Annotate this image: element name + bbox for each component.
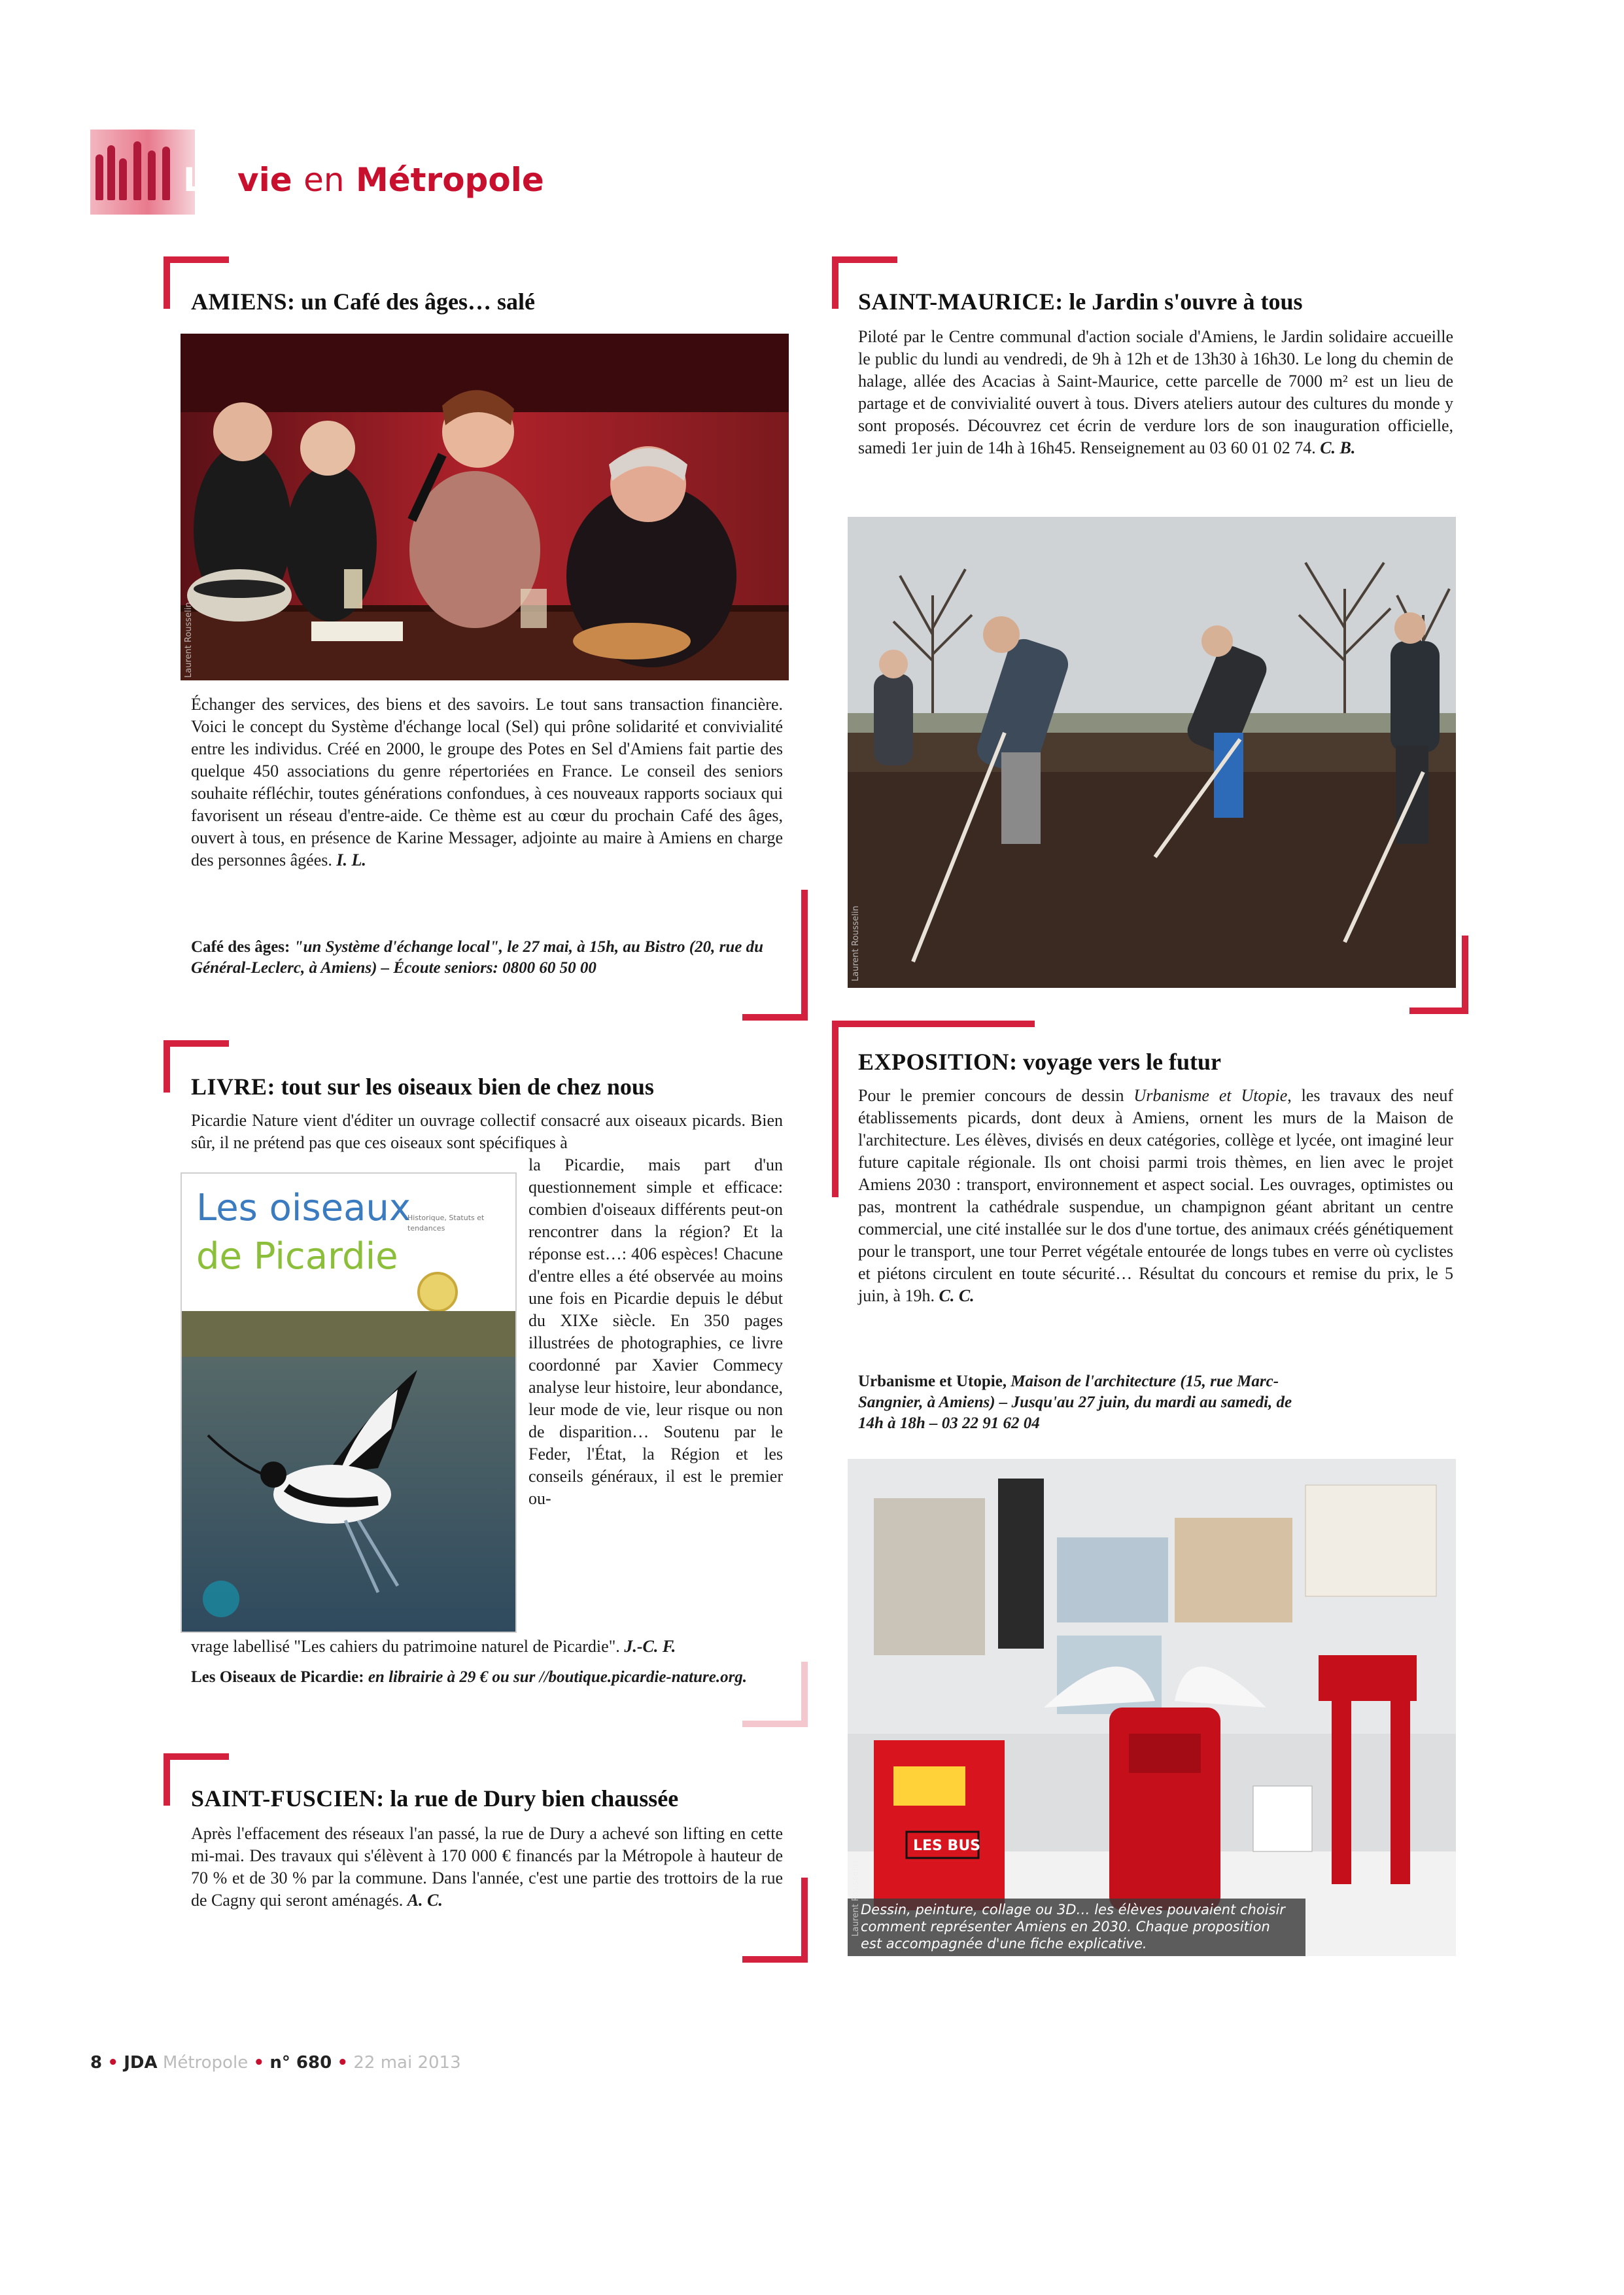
body-cafe	[191, 693, 783, 871]
silhouette-icon	[162, 147, 170, 200]
body-livre-tail-text: vrage labellisé "Les cahiers du patrimoine naturel de Picardie".	[191, 1637, 620, 1656]
silhouette-icon	[148, 150, 156, 200]
signature-jardin: C. B.	[1320, 438, 1356, 457]
kicker-jardin: SAINT-MAURICE	[858, 289, 1056, 315]
body-cafe-text: Échanger des services, des biens et des savoirs. Le tout sans transaction financière. Voici le concept du Système d'échange local (Sel) qui prône solidarité et convivialité entre les individus. Créé en 2000, le groupe des Potes en Sel d'Amiens fait partie des quelque 450 associations du genre répertoriées en France. Le conseil des seniors souhaite réfléchir, toutes générations confondues, à ces nouveaux rapports sociaux qui favorisent un réseau d'entre-aide. Ce thème est au cœur du prochain Café des âges, ouvert à tous, en présence de Karine Messager, adjointe au maire à Amiens en charge des personnes âgées.	[191, 695, 783, 869]
info-cafe	[191, 937, 783, 979]
kicker-expo: EXPOSITION	[858, 1049, 1010, 1075]
book-title-line2: de Picardie	[196, 1235, 398, 1278]
section-title-prefix: La	[183, 161, 226, 199]
headline-jardin-text: : le Jardin s'ouvre à tous	[1055, 289, 1303, 315]
footer-brand: JDA	[124, 2053, 158, 2073]
kicker-livre: LIVRE	[191, 1074, 268, 1100]
body-livre-lead-text: Picardie Nature vient d'éditer un ouvrage collectif consacré aux oiseaux picards. Bien sûr, il ne prétend pas que ces oiseaux sont spécifiques à	[191, 1111, 783, 1152]
photo-jardin	[848, 517, 1456, 988]
info-expo-bold: Urbanisme et Utopie,	[858, 1373, 1007, 1390]
silhouette-icon	[133, 141, 141, 200]
body-expo-text-2: , les travaux des neuf établissements picards, dont deux à Amiens, ornent les murs de la Maison de l'architecture. Les élèves, divisés en deux catégories, collège et lycée, ont imaginé leur future capitale régionale. Ils ont choisi parmi trois thèmes, en lien avec le projet Amiens 2030 : transport, environnement et aspect social. Les ouvrages, optimistes ou pas, montrent la cathédrale suspendue, un champignon géant abritant un centre commercial, une cité installée sur le dos d'une tortue, des animaux créés génétiquement pour le transport, une tour Perret végétale entourée de longs tubes en verre où cyclistes et piétons circulent en toute sécurité… Résultat du concours et remise du prix, le 5 juin, à 19h.	[858, 1086, 1453, 1305]
photo-cafe-illustration	[181, 334, 789, 680]
headline-cafe	[191, 288, 535, 315]
photo-cafe	[181, 334, 789, 680]
section-title	[183, 161, 544, 199]
photo-expo-caption: Dessin, peinture, collage ou 3D… les élèves pouvaient choisir comment représenter Amiens en 2030. Chaque proposition est accompagnée d'une fiche explicative.	[861, 1902, 1285, 1952]
body-jardin	[858, 326, 1453, 459]
info-livre-rest: en librairie à 29 € ou sur //boutique.picardie-nature.org.	[364, 1668, 748, 1686]
silhouette-icon	[107, 145, 115, 200]
silhouette-icon	[95, 154, 103, 200]
section-title-end: Métropole	[355, 161, 544, 199]
frame-corner	[742, 1878, 808, 1963]
silhouette-icon	[119, 158, 127, 200]
body-livre-lead	[191, 1110, 783, 1154]
kicker-cafe: AMIENS	[191, 289, 288, 315]
info-expo	[858, 1371, 1316, 1434]
book-photo-avocet	[182, 1311, 515, 1632]
body-expo-text-1: Pour le premier concours de dessin	[858, 1086, 1134, 1105]
headline-expo-text: : voyage vers le futur	[1009, 1049, 1221, 1075]
headline-livre	[191, 1073, 654, 1100]
book-logo-icon	[417, 1272, 458, 1312]
signature-dury: A. C.	[407, 1891, 443, 1910]
footer-brand-sub: Métropole	[162, 2053, 249, 2073]
photo-jardin-illustration	[848, 517, 1456, 988]
page-footer: 8 • JDA Métropole • n° 680 • 22 mai 2013	[90, 2053, 461, 2073]
signature-cafe: I. L.	[336, 850, 366, 869]
info-livre	[191, 1667, 783, 1688]
body-dury	[191, 1823, 783, 1912]
model-sign: LES BUS	[913, 1838, 981, 1854]
headline-cafe-text: : un Café des âges… salé	[287, 289, 536, 315]
book-cover	[181, 1172, 517, 1633]
info-expo-rest: Maison de l'architecture (15, rue Marc-Sangnier, à Amiens) – Jusqu'au 27 juin, du mardi au samedi, de 14h à 18h – 03 22 91 62 04	[858, 1373, 1292, 1432]
book-subtitle: Historique, Statuts et tendances	[407, 1214, 485, 1233]
photo-expo-illustration	[848, 1459, 1456, 1956]
section-banner	[90, 130, 195, 215]
frame-corner	[1409, 936, 1468, 1014]
footer-date: 22 mai 2013	[353, 2053, 461, 2073]
body-expo	[858, 1085, 1453, 1307]
body-livre-side	[528, 1154, 783, 1510]
photo-credit-jardin: Laurent Rousselin	[851, 905, 861, 981]
headline-expo	[858, 1048, 1221, 1076]
signature-expo: C. C.	[939, 1286, 975, 1305]
footer-issue: n° 680	[269, 2053, 332, 2073]
headline-dury-text: : la rue de Dury bien chaussée	[376, 1785, 679, 1812]
book-title-line1: Les oiseaux	[196, 1187, 411, 1229]
signature-livre: J.-C. F.	[624, 1637, 676, 1656]
body-expo-italic: Urbanisme et Utopie	[1133, 1086, 1288, 1105]
photo-credit-expo: Laurent Rousselin	[851, 1861, 861, 1936]
headline-livre-text: : tout sur les oiseaux bien de chez nous	[267, 1074, 654, 1100]
headline-dury	[191, 1785, 678, 1812]
photo-expo	[848, 1459, 1456, 1956]
section-title-mid: vie	[237, 161, 292, 199]
photo-credit-cafe: Laurent Rousselin	[184, 602, 194, 678]
info-cafe-rest: "un Système d'échange local", le 27 mai, à 15h, au Bistro (20, rue du Général-Leclerc, à Amiens) – Écoute seniors: 0800 60 50 00	[191, 938, 763, 977]
section-title-en: en	[303, 161, 345, 199]
body-jardin-text: Piloté par le Centre communal d'action sociale d'Amiens, le Jardin solidaire accueille le public du lundi au vendredi, de 9h à 12h et de 13h30 à 16h30. Le long du chemin de halage, allée des Acacias à Saint-Maurice, cette parcelle de 7000 m² est un lieu de partage et de convivialité ouvert à tous. Divers ateliers autour des cultures du monde y sont proposés. Découvrez cet écrin de verdure lors de son inauguration officielle, samedi 1er juin de 14h à 16h45. Renseignement au 03 60 01 02 74.	[858, 327, 1453, 457]
kicker-dury: SAINT-FUSCIEN	[191, 1785, 377, 1812]
frame-corner	[742, 1662, 808, 1727]
body-livre-side-text: la Picardie, mais part d'un questionnement simple et efficace: combien d'oiseaux différents peut-on rencontrer dans la région? Et la réponse est…: 406 espèces! Chacune d'entre elles a été observée au moins une fois en Picardie depuis le début du XIXe siècle. En 350 pages illustrées de photographies, ce livre coordonné par Xavier Commecy analyse leur histoire, leur abondance, leur mode de vie, leur risque ou non de disparition… Soutenu par le Feder, l'État, la Région et les conseils généraux, il est le premier ou-	[528, 1155, 783, 1508]
frame-corner	[742, 890, 808, 1021]
headline-jardin	[858, 288, 1303, 315]
info-cafe-bold: Café des âges:	[191, 938, 290, 956]
body-dury-text: Après l'effacement des réseaux l'an passé, la rue de Dury a achevé son lifting en cette mi-mai. Des travaux qui s'élèvent à 170 000 € financés par la Métropole à hauteur de 70 % et de 30 % par la commune. Dans l'année, c'est une partie des trottoirs de la rue de Cagny qui seront aménagés.	[191, 1824, 783, 1910]
info-livre-bold: Les Oiseaux de Picardie:	[191, 1668, 364, 1686]
page-number: 8	[90, 2053, 103, 2073]
body-livre-tail	[191, 1636, 783, 1658]
